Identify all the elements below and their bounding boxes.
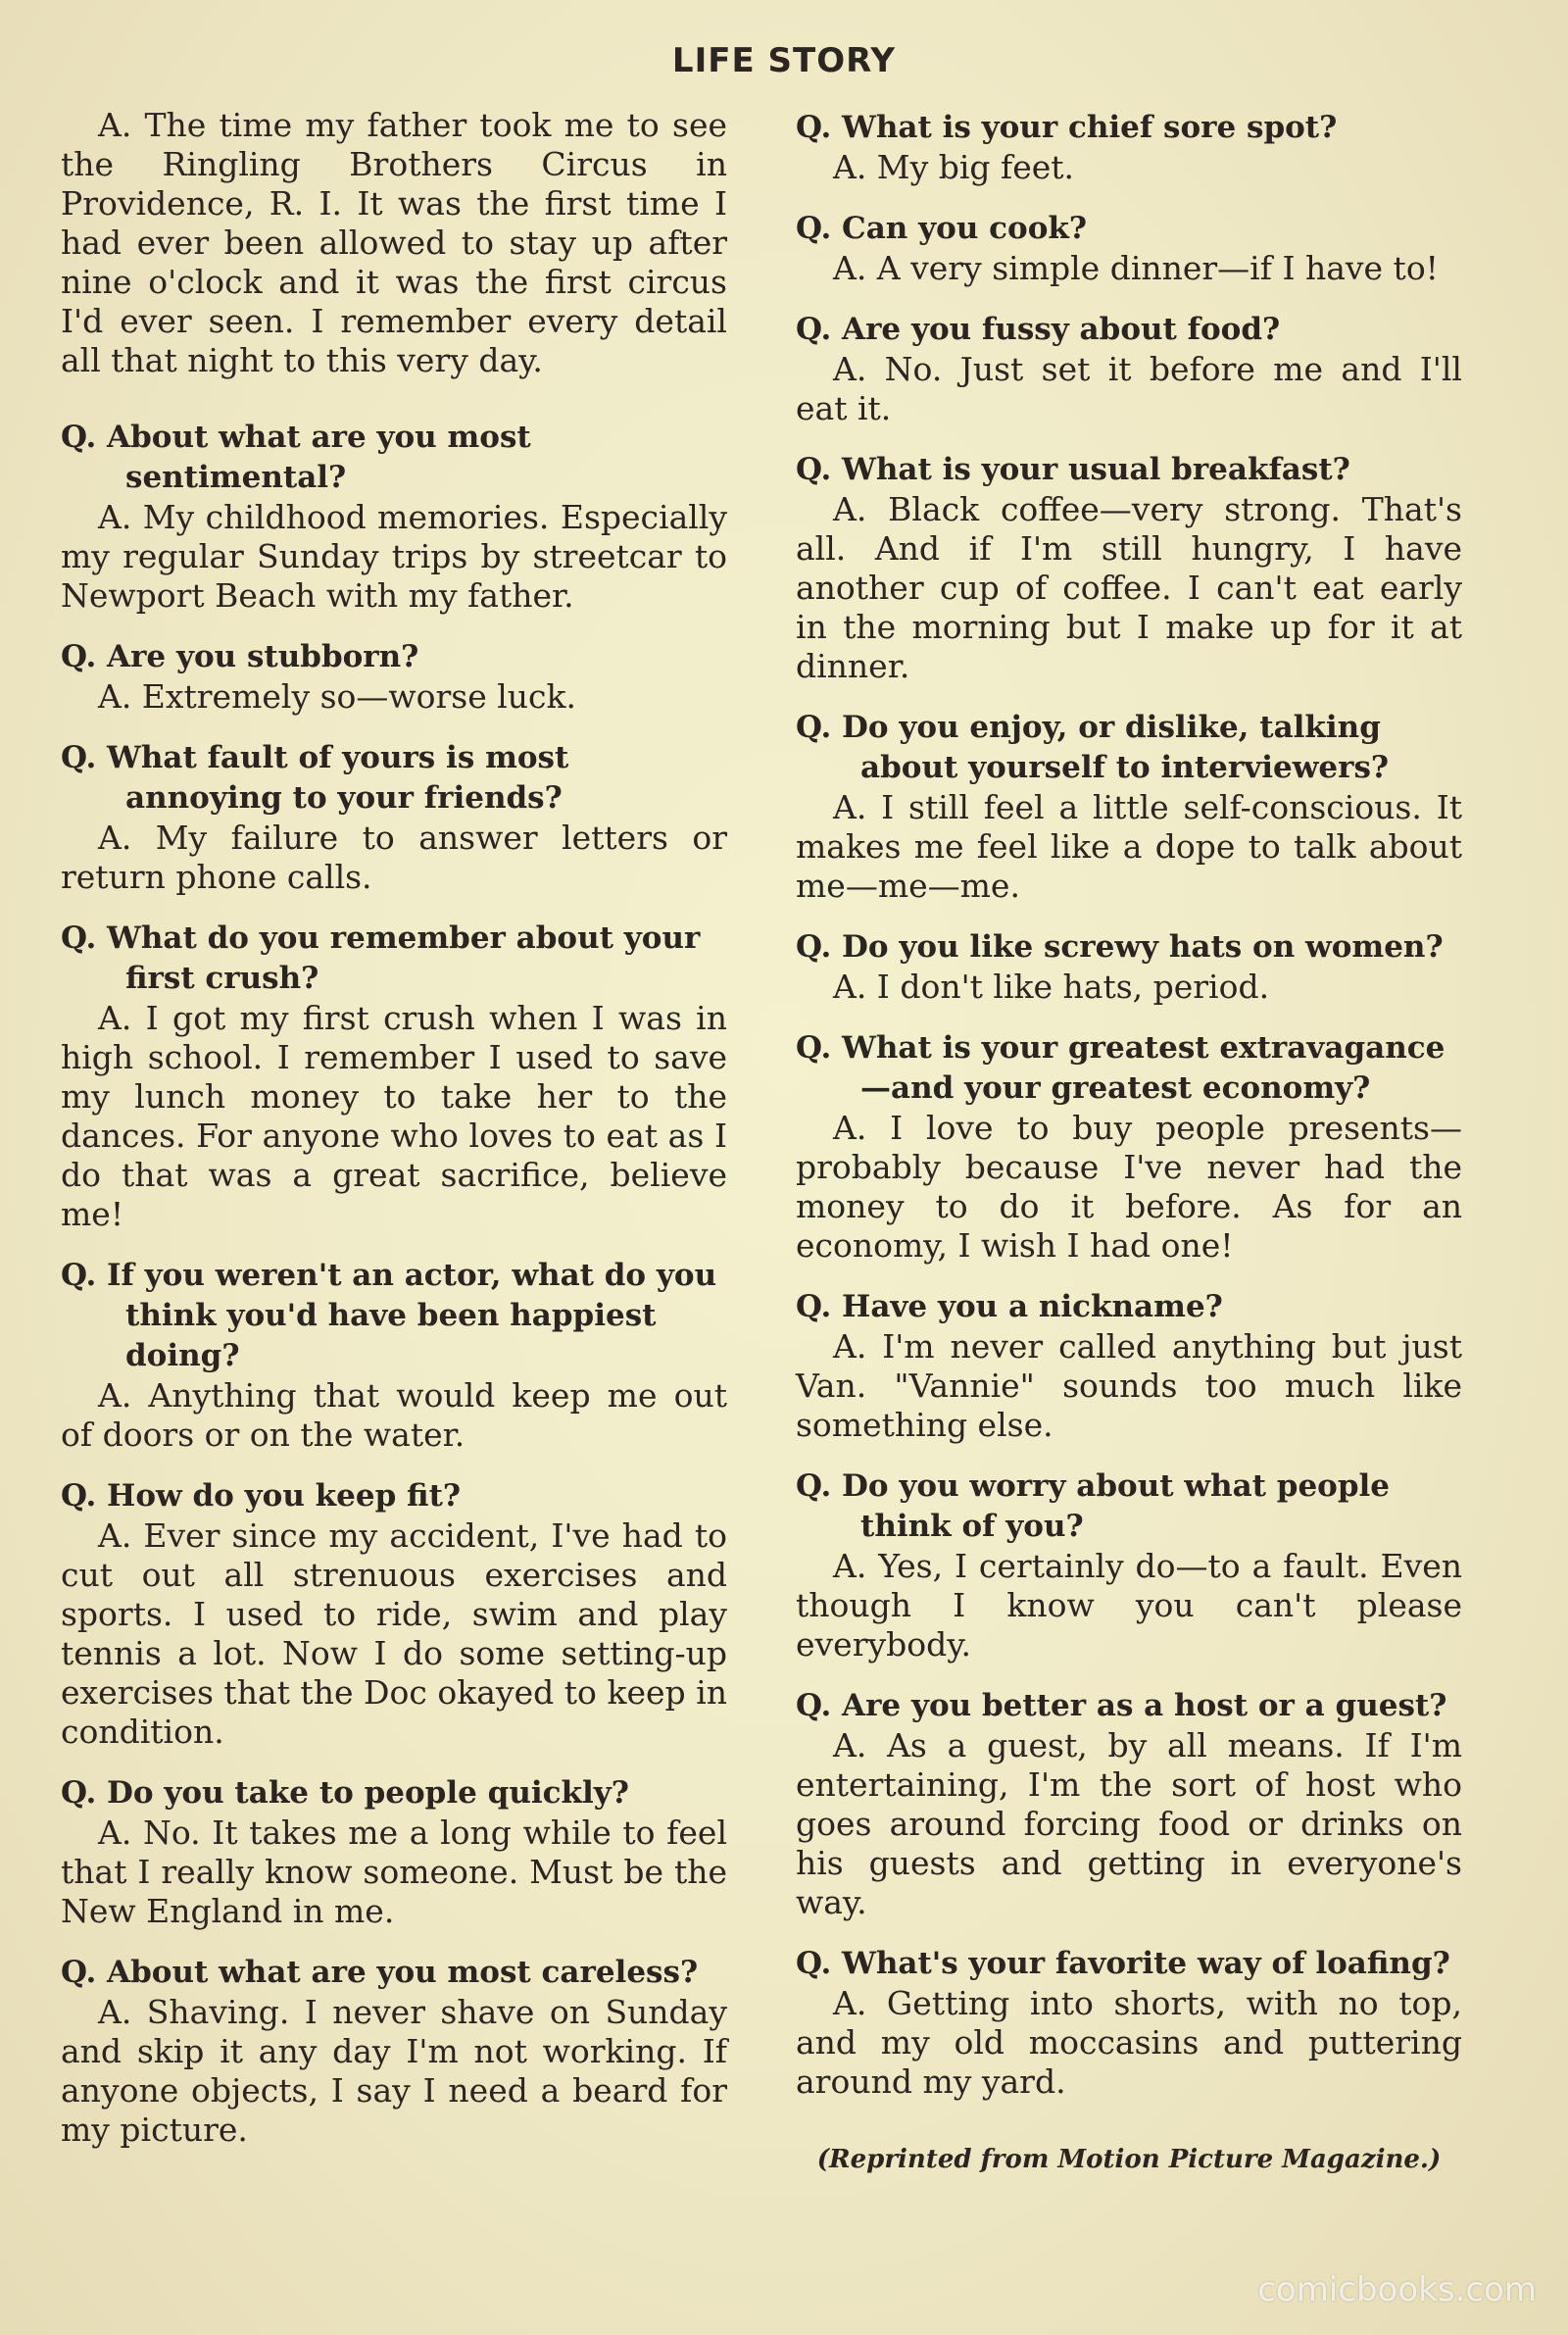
question: Q. What fault of yours is most annoying to your friends? bbox=[61, 740, 569, 816]
answer: A. Extremely so—worse luck. bbox=[98, 677, 577, 716]
question: Q. Do you enjoy, or dislike, talking about yourself to interviewers? bbox=[796, 710, 1390, 785]
question: Q. Are you better as a host or a guest? bbox=[796, 1688, 1447, 1723]
question: Q. Do you worry about what people think of you? bbox=[796, 1468, 1391, 1544]
answer: A. I'm never called anything but just Van. "Vannie" sounds too much like something else. bbox=[796, 1327, 1462, 1444]
answer: A. No. Just set it before me and I'll eat it. bbox=[796, 350, 1462, 427]
question: Q. If you weren't an actor, what do you think you'd have been happiest doing? bbox=[61, 1258, 717, 1373]
question: Q. How do you keep fit? bbox=[61, 1478, 462, 1514]
answer: A. No. It takes me a long while to feel that I really know someone. Must be the New England in me. bbox=[61, 1813, 727, 1930]
answer: A. Yes, I certainly do—to a fault. Even though I know you can't please everybody. bbox=[796, 1547, 1462, 1664]
question: Q. Are you fussy about food? bbox=[796, 312, 1281, 347]
answer: A. I love to buy people presents—probably because I've never had the money to do it before. As for an economy, I wish I had one! bbox=[796, 1109, 1462, 1265]
answer: A. My childhood memories. Especially my regular Sunday trips by streetcar to Newport Beach with my father. bbox=[61, 498, 727, 615]
qa-item bbox=[796, 1686, 1462, 1922]
qa-item bbox=[796, 209, 1462, 288]
answer: A. Getting into shorts, with no top, and my old moccasins and puttering around my yard. bbox=[796, 1984, 1462, 2101]
qa-item bbox=[61, 919, 727, 1234]
right-column bbox=[796, 108, 1462, 2174]
answer: A. As a guest, by all means. If I'm entertaining, I'm the sort of host who goes around forcing food or drinks on his guests and getting in everyone's way. bbox=[796, 1726, 1462, 1921]
question: Q. What is your greatest extravagance—and your greatest economy? bbox=[796, 1030, 1446, 1106]
answer: A. Shaving. I never shave on Sunday and skip it any day I'm not working. If anyone objects, I say I need a beard for my picture. bbox=[61, 1993, 727, 2149]
qa-item bbox=[61, 1953, 727, 2150]
qa-item bbox=[61, 1256, 727, 1455]
left-column bbox=[61, 106, 727, 2171]
qa-item bbox=[61, 738, 727, 897]
question: Q. What do you remember about your first crush? bbox=[61, 920, 701, 996]
answer: A. Anything that would keep me out of doors or on the water. bbox=[61, 1376, 727, 1454]
qa-item bbox=[796, 1287, 1462, 1445]
qa-item bbox=[796, 927, 1462, 1007]
question: Q. Are you stubborn? bbox=[61, 639, 419, 674]
qa-item bbox=[796, 1944, 1462, 2102]
answer: A. My failure to answer letters or return phone calls. bbox=[61, 819, 727, 896]
question: Q. What is your chief sore spot? bbox=[796, 110, 1338, 145]
answer: A. I got my first crush when I was in high school. I remember I used to save my lunch money to take her to the dances. For anyone who loves to eat as I do that was a great sacrifice, believe me! bbox=[61, 999, 727, 1233]
qa-item bbox=[796, 1028, 1462, 1266]
answer: A. A very simple dinner—if I have to! bbox=[833, 249, 1439, 287]
qa-item bbox=[796, 450, 1462, 686]
page-header: LIFE STORY bbox=[671, 41, 897, 80]
question: Q. About what are you most sentimental? bbox=[61, 420, 531, 495]
answer: A. I don't like hats, period. bbox=[833, 968, 1270, 1006]
answer: A. My big feet. bbox=[833, 148, 1075, 186]
question: Q. Can you cook? bbox=[796, 211, 1088, 246]
qa-item bbox=[61, 1476, 727, 1752]
question: Q. What is your usual breakfast? bbox=[796, 452, 1350, 487]
qa-item bbox=[61, 637, 727, 717]
qa-item bbox=[796, 708, 1462, 906]
answer: A. Black coffee—very strong. That's all. And if I'm still hungry, I have another cup of coffee. I can't eat early in the morning but I make up for it at dinner. bbox=[796, 490, 1462, 685]
qa-item bbox=[796, 310, 1462, 428]
watermark: comicbooks.com bbox=[1257, 2270, 1537, 2310]
qa-item bbox=[61, 1773, 727, 1931]
question: Q. What's your favorite way of loafing? bbox=[796, 1946, 1450, 1981]
question: Q. Do you take to people quickly? bbox=[61, 1775, 629, 1811]
question: Q. About what are you most careless? bbox=[61, 1955, 699, 1990]
answer: A. Ever since my accident, I've had to cut out all strenuous exercises and sports. I used to ride, swim and play tennis a lot. Now I do some setting-up exercises that the Doc okayed to keep in condition. bbox=[61, 1516, 727, 1751]
reprint-credit: (Reprinted from Motion Picture Magazine.) bbox=[816, 2145, 1442, 2174]
qa-item bbox=[796, 1466, 1462, 1664]
intro-answer: A. The time my father took me to see the Ringling Brothers Circus in Providence, R. I. It was the first time I had ever been allowed to stay up after nine o'clock and it was the first circus I'd ever seen. I remember every detail all that night to this very day. bbox=[61, 106, 727, 379]
question: Q. Do you like screwy hats on women? bbox=[796, 929, 1444, 965]
qa-item bbox=[61, 418, 727, 616]
answer: A. I still feel a little self-conscious. It makes me feel like a dope to talk about me—me—me. bbox=[796, 788, 1462, 905]
qa-item bbox=[796, 108, 1462, 187]
question: Q. Have you a nickname? bbox=[796, 1289, 1223, 1324]
